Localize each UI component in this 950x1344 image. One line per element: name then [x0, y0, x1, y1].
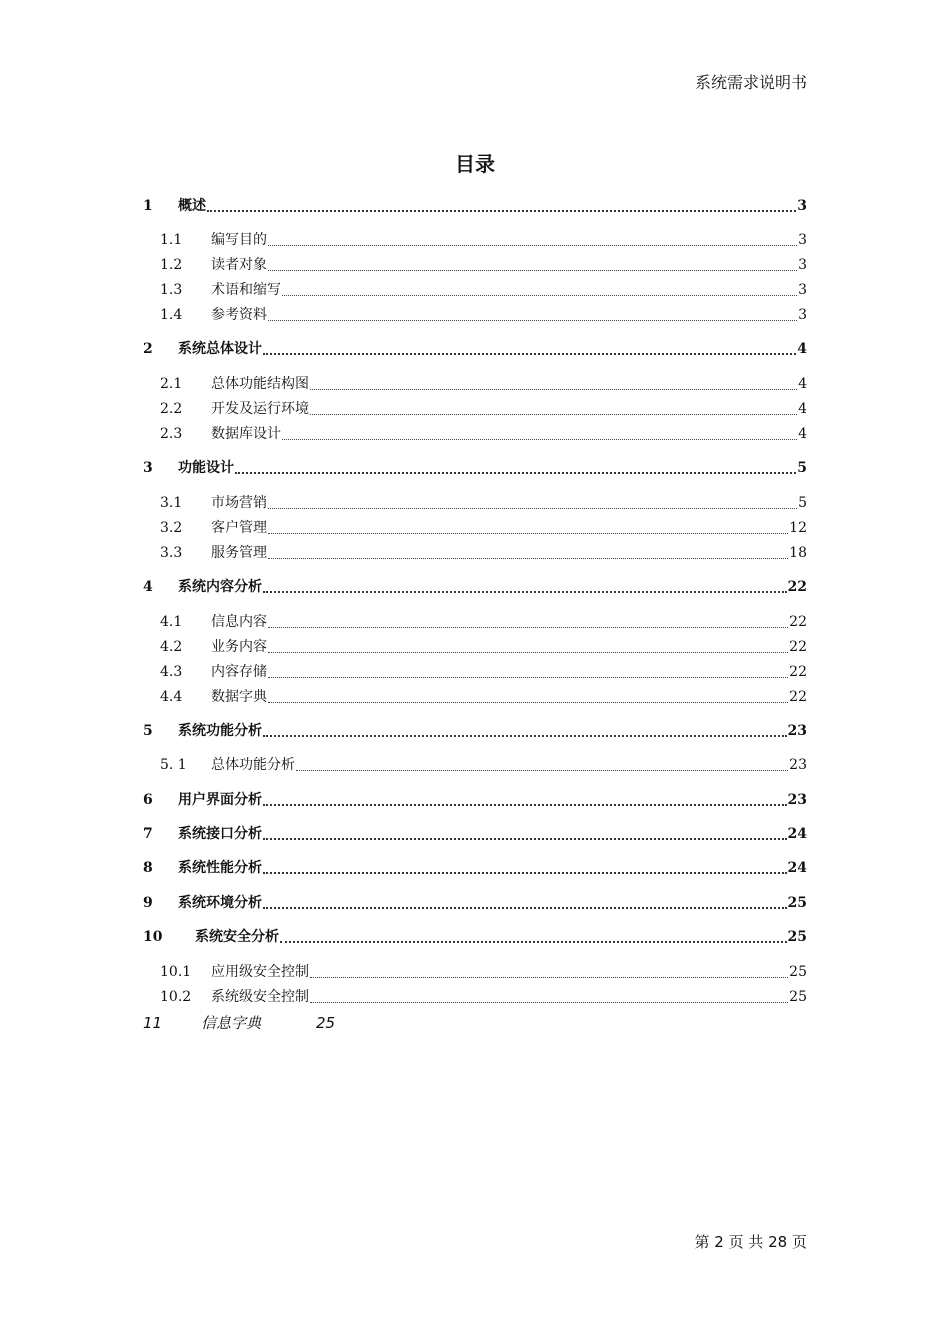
- toc-entry-page: 4: [798, 376, 807, 392]
- toc-entry-number: 1.3: [160, 282, 183, 298]
- toc-entry[interactable]: [143, 374, 807, 394]
- toc-entry-number: 10.2: [160, 989, 192, 1005]
- toc-entry-label: 系统总体设计: [178, 341, 262, 357]
- toc-entry[interactable]: [143, 612, 807, 632]
- toc-entry[interactable]: [143, 230, 807, 250]
- toc-leader-dots: [310, 977, 788, 978]
- toc-leader-dots: [268, 558, 788, 559]
- toc-entry[interactable]: [143, 790, 807, 810]
- toc-entry-number: 3: [143, 460, 153, 476]
- toc-entry-number: 7: [143, 826, 153, 842]
- toc-entry-page: 5: [797, 460, 807, 476]
- toc-entry-number: 2.3: [160, 426, 183, 442]
- toc-entry-page: 25: [787, 895, 807, 911]
- toc-entry-label: 系统性能分析: [178, 860, 262, 876]
- toc-leader-dots: [263, 353, 796, 355]
- toc-entry-label: 开发及运行环境: [211, 401, 309, 417]
- toc-leader-dots: [310, 1002, 788, 1003]
- toc-entry[interactable]: [143, 893, 807, 913]
- toc-entry-label: 服务管理: [211, 545, 267, 561]
- toc-entry[interactable]: [143, 687, 807, 707]
- toc-entry-label: 总体功能分析: [211, 757, 295, 773]
- toc-leader-dots: [268, 270, 797, 271]
- toc-title: 目录: [455, 152, 495, 176]
- toc-entry-number: 1.1: [160, 232, 183, 248]
- toc-entry-label: 编写目的: [211, 232, 267, 248]
- toc-leader-dots: [263, 907, 787, 909]
- toc-entry[interactable]: [143, 927, 807, 947]
- toc-entry-label: 业务内容: [211, 639, 267, 655]
- toc-entry-label: 系统内容分析: [178, 579, 262, 595]
- toc-entry-page: 18: [789, 545, 807, 561]
- toc-entry[interactable]: [143, 962, 807, 982]
- toc-leader-dots: [268, 508, 797, 509]
- toc-leader-dots: [268, 533, 788, 534]
- toc-entry[interactable]: [143, 458, 807, 478]
- toc-entry[interactable]: [143, 858, 807, 878]
- toc-entry-label: 市场营销: [211, 495, 267, 511]
- toc-entry-label: 信息内容: [211, 614, 267, 630]
- toc-entry-number: 3.3: [160, 545, 183, 561]
- toc-entry[interactable]: [143, 280, 807, 300]
- toc-entry-label: 数据字典: [211, 689, 267, 705]
- toc-leader-dots: [235, 472, 796, 474]
- toc-entry-number: 1: [143, 198, 153, 214]
- toc-entry-page: 3: [798, 232, 807, 248]
- toc-entry-page: 4: [798, 426, 807, 442]
- toc-entry-label: 应用级安全控制: [211, 964, 309, 980]
- toc-entry[interactable]: [143, 721, 807, 741]
- toc-entry-label: 术语和缩写: [211, 282, 281, 298]
- toc-entry-number: 6: [143, 792, 153, 808]
- toc-entry-number: 1.4: [160, 307, 183, 323]
- toc-entry[interactable]: [143, 339, 807, 359]
- toc-entry-number: 1.2: [160, 257, 183, 273]
- toc-entry-label: 信息字典: [201, 1014, 262, 1032]
- toc-leader-dots: [268, 320, 797, 321]
- document-header: 系统需求说明书: [694, 73, 807, 92]
- toc-entry-number: 3.2: [160, 520, 183, 536]
- toc-leader-dots: [268, 702, 788, 703]
- toc-entry-page: 22: [789, 689, 807, 705]
- toc-leader-dots: [263, 872, 787, 874]
- toc-entry-number: 3.1: [160, 495, 183, 511]
- toc-entry[interactable]: [143, 518, 807, 538]
- toc-entry-label: 内容存储: [211, 664, 267, 680]
- table-of-contents: [143, 0, 807, 1344]
- toc-entry[interactable]: [143, 424, 807, 444]
- toc-entry-number: 4.4: [160, 689, 183, 705]
- toc-leader-dots: [310, 389, 797, 390]
- toc-entry[interactable]: [143, 305, 807, 325]
- toc-entry-label: 数据库设计: [211, 426, 281, 442]
- toc-entry-label: 总体功能结构图: [211, 376, 309, 392]
- toc-entry-page: 12: [789, 520, 807, 536]
- toc-entry[interactable]: [143, 987, 807, 1007]
- toc-entry-number: 8: [143, 860, 153, 876]
- toc-entry-page: 23: [787, 792, 807, 808]
- toc-entry-number: 5: [143, 723, 153, 739]
- toc-entry-unformatted[interactable]: [143, 1012, 335, 1033]
- toc-entry-number: 9: [143, 895, 153, 911]
- toc-leader-dots: [310, 414, 797, 415]
- toc-entry-number: 4.3: [160, 664, 183, 680]
- toc-leader-dots: [280, 941, 787, 943]
- toc-leader-dots: [282, 439, 797, 440]
- toc-leader-dots: [296, 770, 788, 771]
- toc-entry-number: 4.1: [160, 614, 183, 630]
- toc-entry-number: 11: [143, 1014, 163, 1032]
- page-footer: 第 2 页 共 28 页: [694, 1233, 807, 1251]
- toc-entry-page: 22: [789, 664, 807, 680]
- toc-leader-dots: [268, 627, 788, 628]
- toc-entry-page: 25: [789, 964, 807, 980]
- toc-leader-dots: [268, 245, 797, 246]
- toc-entry[interactable]: [143, 493, 807, 513]
- toc-entry-page: 5: [798, 495, 807, 511]
- toc-entry-label: 系统环境分析: [178, 895, 262, 911]
- toc-entry-number: 5. 1: [160, 757, 187, 773]
- toc-entry-number: 10: [143, 929, 163, 945]
- toc-entry-page: 23: [787, 723, 807, 739]
- toc-entry-page: 22: [789, 639, 807, 655]
- toc-leader-dots: [263, 735, 787, 737]
- toc-entry-page: 24: [787, 826, 807, 842]
- toc-entry[interactable]: [143, 543, 807, 563]
- toc-entry-page: 3: [798, 282, 807, 298]
- toc-entry-page: 3: [798, 257, 807, 273]
- toc-entry-page: 23: [789, 757, 807, 773]
- toc-entry-number: 4.2: [160, 639, 183, 655]
- toc-entry-label: 系统安全分析: [195, 929, 279, 945]
- toc-entry[interactable]: [143, 255, 807, 275]
- toc-entry-number: 2: [143, 341, 153, 357]
- toc-entry-label: 系统功能分析: [178, 723, 262, 739]
- toc-entry-page: 4: [797, 341, 807, 357]
- toc-leader-dots: [263, 591, 787, 593]
- toc-entry-label: 概述: [178, 198, 206, 214]
- toc-entry-page: 4: [798, 401, 807, 417]
- toc-entry-label: 参考资料: [211, 307, 267, 323]
- toc-entry-page: 22: [789, 614, 807, 630]
- toc-entry-page: 22: [787, 579, 807, 595]
- toc-leader-dots: [282, 295, 797, 296]
- toc-entry-label: 系统级安全控制: [211, 989, 309, 1005]
- toc-entry-label: 系统接口分析: [178, 826, 262, 842]
- toc-entry-number: 2.1: [160, 376, 183, 392]
- toc-entry-page: 25: [316, 1014, 336, 1032]
- toc-entry-page: 3: [797, 198, 807, 214]
- toc-entry[interactable]: [143, 662, 807, 682]
- toc-entry-page: 25: [789, 989, 807, 1005]
- toc-entry[interactable]: [143, 637, 807, 657]
- toc-entry[interactable]: [143, 824, 807, 844]
- toc-entry-page: 25: [787, 929, 807, 945]
- toc-entry-label: 用户界面分析: [178, 792, 262, 808]
- toc-entry-number: 10.1: [160, 964, 192, 980]
- toc-leader-dots: [263, 838, 787, 840]
- toc-leader-dots: [268, 677, 788, 678]
- toc-leader-dots: [268, 652, 788, 653]
- toc-entry[interactable]: [143, 196, 807, 216]
- toc-entry-label: 功能设计: [178, 460, 234, 476]
- toc-entry-label: 读者对象: [211, 257, 267, 273]
- toc-entry[interactable]: [143, 399, 807, 419]
- toc-entry-page: 3: [798, 307, 807, 323]
- toc-entry-page: 24: [787, 860, 807, 876]
- toc-entry-label: 客户管理: [211, 520, 267, 536]
- toc-entry[interactable]: [143, 577, 807, 597]
- toc-leader-dots: [207, 210, 796, 212]
- toc-entry-number: 4: [143, 579, 153, 595]
- toc-entry[interactable]: [143, 755, 807, 775]
- toc-entry-number: 2.2: [160, 401, 183, 417]
- toc-leader-dots: [263, 804, 787, 806]
